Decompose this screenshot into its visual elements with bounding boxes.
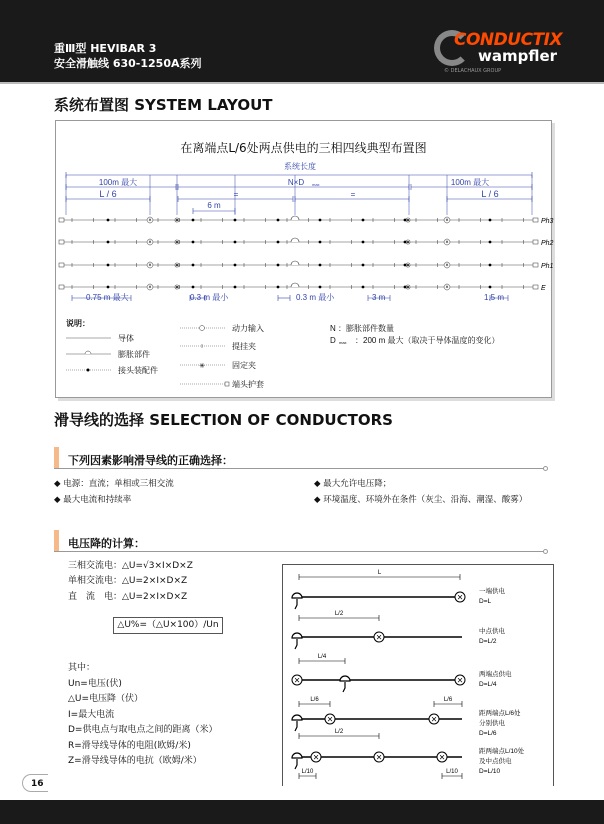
end-cap-icon — [533, 218, 538, 222]
power-feed-glyph: × — [445, 218, 449, 225]
feed-dim-label: L/2 — [334, 729, 344, 735]
definition: △U=电压降（伏） — [68, 694, 144, 704]
bullet: ◆ 电源：直流；单相或三相交流 — [54, 479, 174, 489]
fixpoint-icon: ✳ — [173, 283, 181, 292]
joint-icon — [234, 241, 237, 244]
joint-icon — [192, 264, 195, 267]
joint-icon — [319, 241, 322, 244]
right-max-label: 100m 最大 — [450, 178, 490, 187]
feed-cable — [343, 682, 345, 692]
page-number: 16 — [22, 774, 48, 792]
feed-label: 分别供电 — [479, 720, 505, 727]
power-feed-icon — [292, 633, 302, 638]
fixpoint-icon: ✳ — [404, 261, 412, 270]
joint-icon — [277, 264, 280, 267]
expansion-icon — [291, 261, 299, 265]
legend-item-label: 提挂夹 — [232, 342, 256, 351]
fixpoint-icon: ✳ — [404, 238, 412, 247]
phase-label: Ph2 — [541, 240, 554, 247]
l6-left-label: L / 6 — [99, 189, 117, 199]
collector-glyph: × — [457, 675, 463, 687]
definition: Z=滑导线导体的电抗（欧姆/米） — [68, 756, 202, 766]
subsection-title: 下列因素影响滑导线的正确选择： — [68, 454, 233, 467]
collector-glyph: × — [376, 752, 382, 764]
power-feed-glyph: × — [445, 285, 449, 292]
joint-icon — [107, 286, 110, 289]
legend-n-note: N ：膨胀部件数量 — [330, 324, 394, 333]
equal-sign: = — [233, 190, 239, 199]
where-label: 其中： — [68, 663, 96, 673]
collector-glyph: × — [376, 632, 382, 644]
feed-formula: D=L/2 — [479, 638, 497, 645]
feed-dim-label: L/2 — [334, 611, 344, 617]
end-cap-icon — [533, 285, 538, 289]
collector-glyph: × — [327, 714, 333, 726]
power-feed-icon — [340, 676, 350, 681]
joint-icon — [362, 219, 365, 222]
feed-label: 距两端点L/10处 — [479, 748, 525, 755]
logo-group: © DELACHAUX GROUP — [444, 68, 502, 74]
fixpoint-icon: ✳ — [404, 283, 412, 292]
feed-label: 中点供电 — [479, 628, 505, 635]
collector-glyph: × — [457, 592, 463, 604]
power-feed-glyph: × — [148, 240, 152, 247]
joint-icon — [234, 264, 237, 267]
legend-item-label: 接头装配件 — [118, 366, 158, 375]
subsection-factors — [54, 447, 544, 469]
bottom-dimension-label: 0.3 m 最小 — [190, 293, 229, 302]
joint-icon — [489, 286, 492, 289]
end-cap-icon — [59, 240, 64, 244]
definition: I=最大电流 — [68, 710, 115, 720]
joint-icon — [234, 219, 237, 222]
legend-item-label: 固定夹 — [232, 361, 256, 370]
joint-icon — [362, 264, 365, 267]
joint-icon — [319, 219, 322, 222]
feed-drawing — [282, 564, 554, 786]
end-cap-icon — [59, 263, 64, 267]
fixpoint-icon: ✳ — [199, 363, 205, 370]
feed-cable — [295, 721, 297, 731]
expansion-icon — [291, 238, 299, 242]
power-feed-glyph: × — [148, 263, 152, 270]
joint-icon — [277, 219, 280, 222]
expansion-icon — [291, 216, 299, 220]
feed-label: 一端供电 — [479, 588, 505, 595]
joint-icon — [319, 264, 322, 267]
diagram-title: 在离端点L/6处两点供电的三相四线典型布置图 — [180, 141, 427, 155]
definition: D=供电点与取电点之间的距离（米） — [68, 725, 218, 735]
end-cap-icon — [533, 240, 538, 244]
joint-icon — [192, 286, 195, 289]
left-max-label: 100m 最大 — [98, 178, 138, 187]
formula-single-phase: 单相交流电：△U=2×I×D×Z — [68, 576, 188, 586]
feed-dim-label: L/6 — [310, 697, 319, 703]
end-cap-icon — [225, 382, 229, 386]
legend-d-label: D — [330, 336, 336, 345]
six-m-label: 6 m — [207, 201, 221, 210]
legend-item-label: 端头护套 — [232, 380, 264, 389]
power-feed-glyph: × — [148, 285, 152, 292]
power-feed-glyph: × — [445, 240, 449, 247]
system-length-label: 系统长度 — [284, 162, 316, 171]
bottom-dimension-label: 1.5 m — [484, 293, 505, 302]
feed-dim-label: L/10 — [301, 769, 314, 775]
bullet: ◆ 最大允许电压降； — [314, 479, 392, 489]
feed-cable — [295, 639, 297, 649]
joint-icon — [107, 241, 110, 244]
definition: Un=电压(伏) — [68, 679, 122, 689]
joint-icon — [277, 286, 280, 289]
nxd-sub: max — [312, 182, 320, 187]
formula-three-phase: 三相交流电：△U=√3×I×D×Z — [68, 561, 193, 571]
feed-formula: D=L/10 — [479, 768, 501, 775]
section-title-layout: 系统布置图 SYSTEM LAYOUT — [54, 96, 273, 114]
power-feed-icon — [292, 715, 302, 720]
feed-dim-label: L/10 — [446, 769, 458, 775]
joint-icon — [489, 264, 492, 267]
section-title-selection: 滑导线的选择 SELECTION OF CONDUCTORS — [54, 411, 393, 429]
power-feed-glyph: × — [148, 218, 152, 225]
fixpoint-icon: ✳ — [173, 238, 181, 247]
fixpoint-icon: ✳ — [404, 216, 412, 225]
expansion-icon — [291, 283, 299, 287]
bottom-dimension-label: 0.75 m 最大 — [86, 293, 129, 302]
legend-item-label: 膨胀部件 — [118, 350, 150, 359]
joint-icon — [107, 264, 110, 267]
definition: R=滑导线导体的电阻(欧姆/米) — [68, 741, 191, 751]
legend-d-sub: max — [339, 340, 347, 345]
feed-dim-label: L — [377, 570, 382, 576]
joint-icon — [319, 286, 322, 289]
phase-label: E — [541, 285, 546, 292]
end-cap-icon — [533, 263, 538, 267]
joint-icon — [192, 241, 195, 244]
product-title: 重Ⅲ型 HEVIBAR 3 — [54, 42, 157, 55]
phase-label: Ph1 — [541, 263, 554, 270]
power-feed-icon — [292, 593, 302, 598]
feed-label: 距两端点L/6处 — [479, 710, 521, 717]
legend-item-label: 动力输入 — [232, 324, 264, 333]
joint-icon — [87, 369, 90, 372]
collector-glyph: × — [439, 752, 445, 764]
subsection-title: 电压降的计算： — [68, 537, 145, 550]
joint-icon — [107, 219, 110, 222]
layout-drawing — [0, 0, 604, 400]
fixpoint-icon: ✳ — [173, 216, 181, 225]
bottom-dimension-label: 0.3 m 最小 — [296, 293, 335, 302]
expansion-icon — [85, 351, 91, 354]
footer-bar — [0, 800, 604, 824]
feed-cable — [295, 759, 297, 769]
subsection-voltage — [54, 530, 544, 552]
bullet: ◆ 环境温度、环境外在条件（灰尘、沿海、潮湿、酸雾） — [314, 495, 528, 505]
joint-icon — [362, 286, 365, 289]
feed-label: 两端点供电 — [479, 671, 512, 678]
end-cap-icon — [59, 218, 64, 222]
nxd-label: N×D — [287, 178, 305, 187]
formula-percent: △U%=（△U×100）/Un — [113, 617, 223, 634]
end-cap-icon — [59, 285, 64, 289]
logo-brand: CONDUCTIX — [454, 30, 563, 50]
fixpoint-icon: ✳ — [173, 261, 181, 270]
logo-sub: wampfler — [478, 47, 558, 65]
feed-formula: D=L — [479, 598, 492, 605]
legend-item-label: 导体 — [118, 334, 134, 343]
joint-icon — [277, 241, 280, 244]
equal-sign: = — [350, 190, 356, 199]
feed-dim-label: L/6 — [443, 697, 453, 703]
bullet: ◆ 最大电流和持续率 — [54, 495, 132, 505]
feed-label: 及中点供电 — [479, 758, 512, 765]
feed-formula: D=L/4 — [479, 681, 497, 688]
product-subtitle: 安全滑触线 630-1250A系列 — [54, 57, 202, 70]
power-feed-icon — [292, 753, 302, 758]
feed-cable — [295, 599, 297, 609]
l6-right-label: L / 6 — [481, 189, 499, 199]
power-feed-glyph: × — [445, 263, 449, 270]
collector-glyph: × — [431, 714, 437, 726]
collector-glyph: × — [313, 752, 319, 764]
joint-icon — [489, 219, 492, 222]
feed-dim-label: L/4 — [317, 654, 327, 660]
joint-icon — [362, 241, 365, 244]
joint-icon — [234, 286, 237, 289]
joint-icon — [489, 241, 492, 244]
power-feed-icon — [200, 326, 205, 331]
feed-formula: D=L/6 — [479, 730, 497, 737]
legend-title: 说明： — [66, 319, 90, 328]
collector-glyph: × — [294, 675, 300, 687]
bottom-dimension-label: 3 m — [372, 293, 386, 302]
phase-label: Ph3 — [541, 218, 554, 225]
formula-dc: 直 流 电：△U=2×I×D×Z — [68, 592, 188, 602]
legend-d-note: ：200 m 最大（取决于导体温度的变化） — [355, 336, 500, 345]
joint-icon — [192, 219, 195, 222]
